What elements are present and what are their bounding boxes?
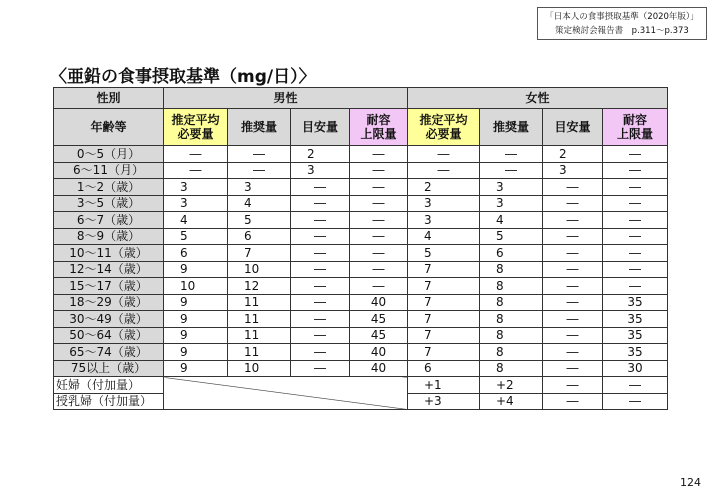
value-cell: ―	[291, 179, 350, 196]
value-cell: ―	[291, 195, 350, 212]
female-rda-header: 推奨量	[480, 109, 543, 146]
value-cell: 10	[228, 261, 291, 278]
value-cell: +3	[408, 393, 480, 410]
value-cell: 2	[543, 146, 603, 163]
value-cell: ―	[543, 294, 603, 311]
value-cell: ―	[603, 278, 668, 295]
source-line-1: 「日本人の食事摂取基準（2020年版）」	[545, 12, 699, 22]
male-rda-header: 推奨量	[228, 109, 291, 146]
value-cell: ―	[543, 360, 603, 377]
value-cell: 30	[603, 360, 668, 377]
value-cell: ―	[291, 228, 350, 245]
value-cell: ―	[603, 245, 668, 262]
value-cell: ―	[543, 261, 603, 278]
value-cell: 6	[228, 228, 291, 245]
value-cell: 8	[480, 311, 543, 328]
table-row	[54, 162, 668, 179]
value-cell: ―	[543, 212, 603, 229]
value-cell: ―	[543, 245, 603, 262]
age-cell: 8～9（歳）	[54, 228, 164, 245]
age-cell: 1～2（歳）	[54, 179, 164, 196]
value-cell: ―	[350, 195, 408, 212]
table-row	[54, 212, 668, 229]
value-cell: 9	[164, 344, 228, 361]
value-cell: 45	[350, 327, 408, 344]
value-cell: ―	[350, 245, 408, 262]
value-cell: ―	[543, 228, 603, 245]
table-row	[54, 195, 668, 212]
value-cell: 7	[408, 311, 480, 328]
value-cell: 35	[603, 294, 668, 311]
value-cell: 11	[228, 294, 291, 311]
value-cell: 8	[480, 344, 543, 361]
table-row	[54, 327, 668, 344]
value-cell: ―	[164, 146, 228, 163]
value-cell: ―	[543, 278, 603, 295]
value-cell: 45	[350, 311, 408, 328]
value-cell: 3	[228, 179, 291, 196]
male-ear-header: 推定平均 必要量	[164, 109, 228, 146]
age-cell: 3～5（歳）	[54, 195, 164, 212]
age-cell: 18～29（歳）	[54, 294, 164, 311]
value-cell: ―	[603, 393, 668, 410]
value-cell: ―	[291, 212, 350, 229]
value-cell: 5	[408, 245, 480, 262]
value-cell: 35	[603, 344, 668, 361]
value-cell: 7	[408, 261, 480, 278]
value-cell: ―	[603, 179, 668, 196]
value-cell: ―	[291, 327, 350, 344]
age-cell: 30～49（歳）	[54, 311, 164, 328]
value-cell: +2	[480, 377, 543, 394]
age-cell: 15～17（歳）	[54, 278, 164, 295]
value-cell: 7	[408, 278, 480, 295]
value-cell: ―	[543, 377, 603, 394]
table-row	[54, 278, 668, 295]
value-cell: 5	[480, 228, 543, 245]
table-row	[54, 344, 668, 361]
value-cell: 40	[350, 360, 408, 377]
table-row	[54, 294, 668, 311]
female-header: 女性	[408, 88, 668, 109]
age-cell: 75以上（歳）	[54, 360, 164, 377]
value-cell: ―	[543, 327, 603, 344]
value-cell: 7	[228, 245, 291, 262]
age-cell: 6～11（月）	[54, 162, 164, 179]
value-cell: 3	[164, 179, 228, 196]
value-cell: 3	[291, 162, 350, 179]
value-cell: ―	[408, 162, 480, 179]
value-cell: ―	[480, 146, 543, 163]
value-cell: 9	[164, 327, 228, 344]
value-cell: 7	[408, 344, 480, 361]
table-row	[54, 311, 668, 328]
value-cell: ―	[350, 261, 408, 278]
value-cell: ―	[291, 278, 350, 295]
value-cell: ―	[350, 146, 408, 163]
value-cell: 3	[480, 195, 543, 212]
value-cell: ―	[603, 195, 668, 212]
value-cell: 5	[164, 228, 228, 245]
value-cell: 5	[228, 212, 291, 229]
value-cell: 6	[164, 245, 228, 262]
male-ai-header: 目安量	[291, 109, 350, 146]
age-cell: 授乳婦（付加量）	[54, 393, 164, 410]
value-cell: 4	[408, 228, 480, 245]
value-cell: 35	[603, 311, 668, 328]
source-line-2: 策定検討会報告書 p.311〜p.373	[555, 26, 689, 36]
value-cell: ―	[480, 162, 543, 179]
value-cell: 8	[480, 278, 543, 295]
female-ai-header: 目安量	[543, 109, 603, 146]
value-cell: 7	[408, 327, 480, 344]
age-cell: 0～5（月）	[54, 146, 164, 163]
value-cell: ―	[350, 212, 408, 229]
value-cell: ―	[291, 311, 350, 328]
value-cell: 6	[480, 245, 543, 262]
value-cell: 3	[164, 195, 228, 212]
value-cell: 9	[164, 261, 228, 278]
value-cell: ―	[350, 278, 408, 295]
age-label: 年齢等	[54, 109, 164, 146]
value-cell: ―	[543, 393, 603, 410]
age-cell: 65～74（歳）	[54, 344, 164, 361]
value-cell: ―	[603, 377, 668, 394]
sex-label: 性別	[54, 88, 164, 109]
table-body	[54, 146, 668, 377]
table-row	[54, 377, 668, 394]
value-cell: ―	[408, 146, 480, 163]
value-cell: ―	[291, 245, 350, 262]
value-cell: ―	[543, 311, 603, 328]
value-cell: ―	[603, 212, 668, 229]
female-ear-header: 推定平均 必要量	[408, 109, 480, 146]
value-cell: 2	[408, 179, 480, 196]
value-cell: 3	[408, 195, 480, 212]
table-extra-body	[54, 377, 668, 410]
value-cell: ―	[543, 344, 603, 361]
value-cell: ―	[291, 344, 350, 361]
table-row	[54, 245, 668, 262]
value-cell: 8	[480, 261, 543, 278]
table-row	[54, 179, 668, 196]
value-cell: 8	[480, 327, 543, 344]
value-cell: 11	[228, 311, 291, 328]
value-cell: 4	[228, 195, 291, 212]
value-cell: 7	[408, 294, 480, 311]
value-cell: 10	[164, 278, 228, 295]
value-cell: 9	[164, 360, 228, 377]
page-number: 124	[680, 476, 701, 489]
value-cell: ―	[228, 146, 291, 163]
value-cell: 40	[350, 294, 408, 311]
value-cell: 40	[350, 344, 408, 361]
not-applicable-cell	[164, 377, 408, 410]
value-cell: ―	[603, 228, 668, 245]
value-cell: +4	[480, 393, 543, 410]
table-row	[54, 360, 668, 377]
age-cell: 50～64（歳）	[54, 327, 164, 344]
value-cell: ―	[603, 162, 668, 179]
value-cell: 3	[480, 179, 543, 196]
value-cell: 3	[408, 212, 480, 229]
value-cell: 8	[480, 360, 543, 377]
value-cell: ―	[350, 162, 408, 179]
value-cell: ―	[291, 261, 350, 278]
value-cell: 12	[228, 278, 291, 295]
male-ul-header: 耐容 上限量	[350, 109, 408, 146]
age-cell: 妊婦（付加量）	[54, 377, 164, 394]
source-citation-box	[537, 7, 707, 40]
value-cell: ―	[228, 162, 291, 179]
value-cell: ―	[291, 360, 350, 377]
table-row	[54, 228, 668, 245]
male-header: 男性	[164, 88, 408, 109]
table-row	[54, 261, 668, 278]
value-cell: ―	[603, 261, 668, 278]
value-cell: 9	[164, 294, 228, 311]
value-cell: 4	[164, 212, 228, 229]
value-cell: ―	[543, 179, 603, 196]
value-cell: 3	[543, 162, 603, 179]
page-title: 〈亜鉛の食事摂取基準（mg/日）〉	[50, 67, 316, 87]
value-cell: ―	[164, 162, 228, 179]
value-cell: ―	[603, 146, 668, 163]
value-cell: +1	[408, 377, 480, 394]
female-ul-header: 耐容 上限量	[603, 109, 668, 146]
value-cell: 35	[603, 327, 668, 344]
table-row	[54, 146, 668, 163]
age-cell: 10～11（歳）	[54, 245, 164, 262]
value-cell: ―	[350, 179, 408, 196]
value-cell: 6	[408, 360, 480, 377]
value-cell: 2	[291, 146, 350, 163]
value-cell: ―	[350, 228, 408, 245]
value-cell: 11	[228, 344, 291, 361]
value-cell: ―	[543, 195, 603, 212]
age-cell: 6～7（歳）	[54, 212, 164, 229]
zinc-intake-table	[53, 87, 668, 410]
value-cell: ―	[291, 294, 350, 311]
age-cell: 12～14（歳）	[54, 261, 164, 278]
value-cell: 10	[228, 360, 291, 377]
value-cell: 11	[228, 327, 291, 344]
value-cell: 4	[480, 212, 543, 229]
value-cell: 8	[480, 294, 543, 311]
value-cell: 9	[164, 311, 228, 328]
